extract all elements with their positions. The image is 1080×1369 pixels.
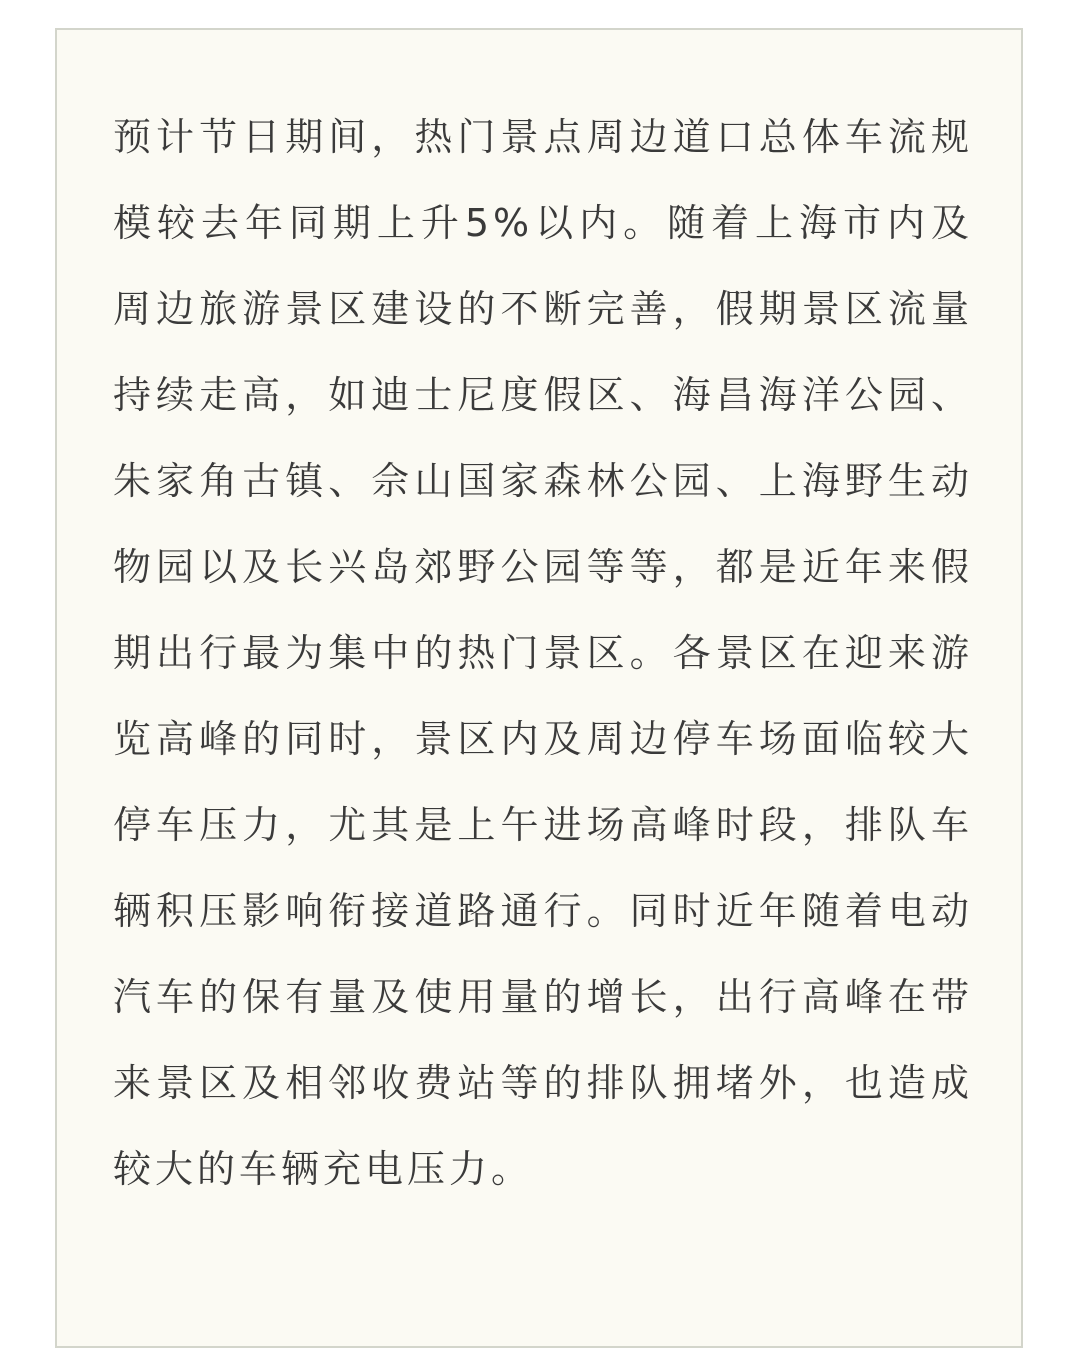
text-panel bbox=[55, 28, 1023, 1348]
article-paragraph: 预计节日期间，热门景点周边道口总体车流规模较去年同期上升5%以内。随着上海市内及周边旅游景区建设的不断完善，假期景区流量持续走高，如迪士尼度假区、海昌海洋公园、朱家角古镇、佘山国家森林公园、上海野生动物园以及长兴岛郊野公园等等，都是近年来假期出行最为集中的热门景区。各景区在迎来游览高峰的同时，景区内及周边停车场面临较大停车压力，尤其是上午进场高峰时段，排队车辆积压影响衔接道路通行。同时近年随着电动汽车的保有量及使用量的增长，出行高峰在带来景区及相邻收费站等的排队拥堵外，也造成较大的车辆充电压力。 bbox=[113, 115, 973, 1191]
